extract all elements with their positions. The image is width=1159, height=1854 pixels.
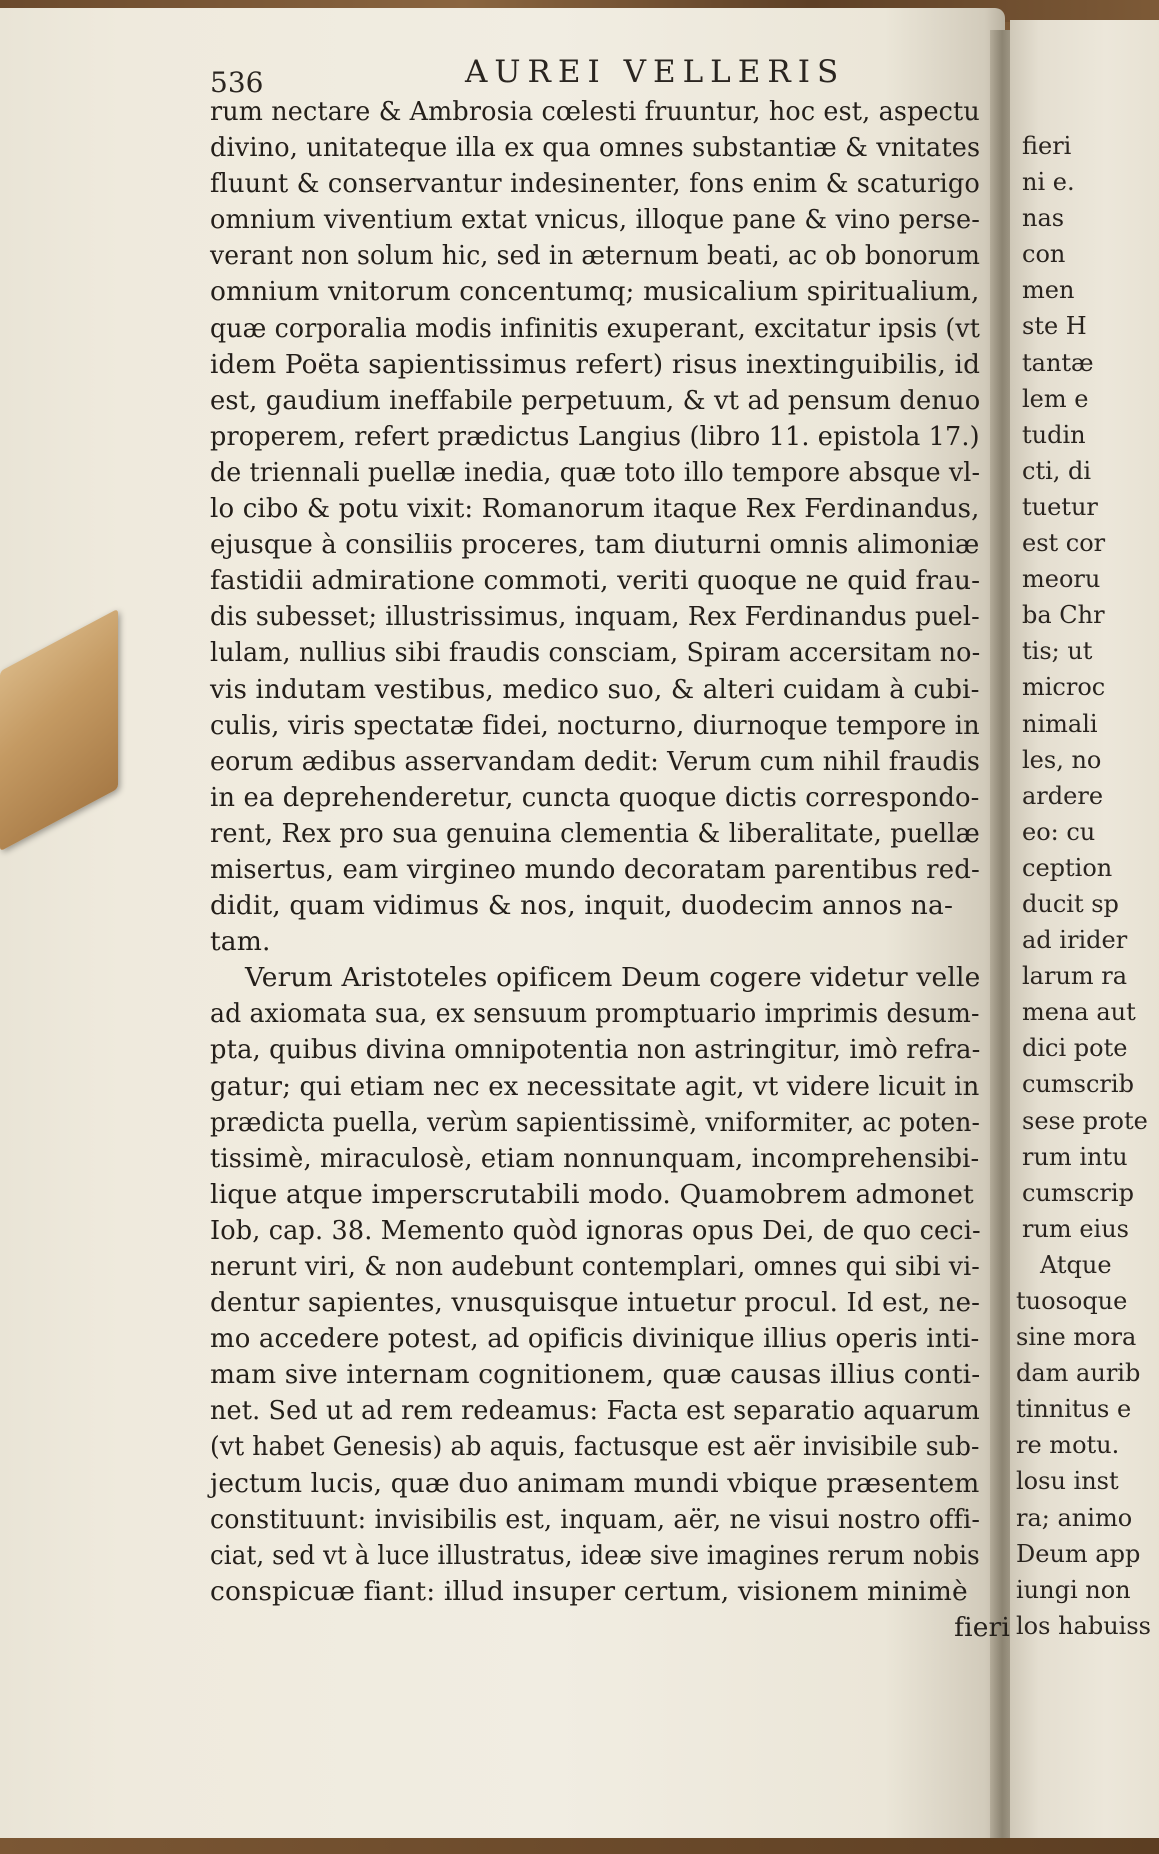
text-line: vis indutam vestibus, medico suo, & alteri cuidam à cubi-: [210, 673, 980, 705]
text-line: prædicta puella, verùm sapientissimè, vniformiter, ac poten-: [210, 1106, 981, 1138]
text-line: properem, refert prædictus Langius (libro 11. epistola 17.): [210, 420, 980, 452]
right-page-line: dam aurib: [1016, 1359, 1141, 1388]
text-line: lulam, nullius sibi fraudis consciam, Spiram accersitam no-: [210, 637, 981, 669]
right-page-line: men: [1022, 276, 1075, 305]
right-page-line: nas: [1022, 204, 1065, 233]
text-line: rent, Rex pro sua genuina clementia & liberalitate, puellæ: [210, 817, 980, 849]
right-page-line: fieri: [1022, 132, 1072, 160]
text-line: in ea deprehenderetur, cuncta quoque dictis correspondo-: [210, 781, 980, 813]
text-line: conspicuæ fiant: illud insuper certum, visionem minimè: [210, 1575, 968, 1607]
right-page-line: tuetur: [1022, 492, 1098, 521]
text-line: ad axiomata sua, ex sensuum promptuario imprimis desum-: [210, 998, 980, 1030]
right-page-line: Atque: [1040, 1250, 1112, 1279]
right-page-line: cumscrib: [1022, 1070, 1134, 1099]
right-page-line: losu inst: [1016, 1467, 1119, 1496]
right-page-line: los habuiss: [1016, 1611, 1151, 1640]
text-line: culis, viris spectatæ fidei, nocturno, diurnoque tempore in: [210, 709, 980, 741]
text-line: lique atque imperscrutabili modo. Quamobrem admonet: [210, 1178, 974, 1210]
right-page-line: re motu.: [1016, 1431, 1120, 1460]
right-page-line: ception: [1022, 853, 1113, 882]
text-line: pta, quibus divina omnipotentia non astringitur, imò refra-: [210, 1034, 981, 1066]
text-line: tam.: [210, 926, 271, 958]
text-line: jectum lucis, quæ duo animam mundi vbique præsentem: [210, 1467, 980, 1499]
right-page-line: ad irider: [1022, 926, 1128, 955]
right-page-line: meoru: [1022, 565, 1101, 594]
right-page-line: ni e.: [1022, 168, 1075, 197]
text-line: didit, quam vidimus & nos, inquit, duodecim annos na-: [210, 890, 954, 922]
right-page-line: est cor: [1022, 529, 1106, 558]
text-line: ejusque à consiliis proceres, tam diuturni omnis alimoniæ: [210, 529, 980, 561]
page-number: 536: [210, 66, 264, 99]
right-page-line: con: [1022, 240, 1066, 269]
right-page-line: tinnitus e: [1016, 1395, 1132, 1424]
text-line: lo cibo & potu vixit: Romanorum itaque Rex Ferdinandus,: [210, 493, 980, 525]
right-page-line: sine mora: [1016, 1323, 1137, 1352]
right-page-line: cti, di: [1022, 456, 1092, 485]
catchword: fieri: [954, 1611, 1010, 1643]
right-page-line: Deum app: [1016, 1539, 1141, 1568]
text-line: quæ corporalia modis infinitis exuperant, excitatur ipsis (vt: [210, 312, 980, 344]
right-page-line: iungi non: [1016, 1575, 1131, 1604]
right-page-line: les, no: [1022, 745, 1102, 774]
text-line: idem Poëta sapientissimus refert) risus inextinguibilis, id: [210, 348, 981, 380]
text-line: Iob, cap. 38. Memento quòd ignoras opus Dei, de quo ceci-: [210, 1214, 981, 1246]
text-line: mo accedere potest, ad opificis divinique illius operis inti-: [210, 1323, 980, 1355]
text-line: fluunt & conservantur indesinenter, fons enim & scaturigo: [210, 168, 980, 200]
right-page-line: tuosoque: [1016, 1287, 1128, 1315]
text-line: gatur; qui etiam nec ex necessitate agit, vt videre licuit in: [210, 1070, 980, 1102]
text-line: dentur sapientes, vnusquisque intuetur procul. Id est, ne-: [210, 1287, 981, 1319]
right-page-line: tudin: [1022, 420, 1086, 449]
text-line: (vt habet Genesis) ab aquis, factusque est aër invisibile sub-: [210, 1431, 980, 1463]
text-line: fastidii admiratione commoti, veriti quoque ne quid frau-: [210, 565, 981, 597]
text-line: mam sive internam cognitionem, quæ causas illius conti-: [210, 1359, 981, 1391]
left-page-text: [210, 94, 1010, 1646]
text-line: tissimè, miraculosè, etiam nonnunquam, incomprehensibi-: [210, 1142, 980, 1174]
right-page-line: eo: cu: [1022, 817, 1096, 846]
text-line: dis subesset; illustrissimus, inquam, Rex Ferdinandus puel-: [210, 601, 980, 633]
text-line: net. Sed ut ad rem redeamus: Facta est separatio aquarum: [210, 1395, 980, 1427]
right-page-line: ba Chr: [1022, 601, 1105, 630]
right-page-line: microc: [1022, 673, 1106, 702]
right-page-line: sese prote: [1022, 1106, 1148, 1135]
running-head: [210, 52, 1010, 98]
right-page-line: nimali: [1022, 709, 1098, 738]
text-line: constituunt: invisibilis est, inquam, aër, ne visui nostro offi-: [210, 1503, 981, 1535]
text-line: omnium viventium extat vnicus, illoque pane & vino perse-: [210, 204, 981, 236]
right-page-line: larum ra: [1022, 962, 1128, 991]
text-line: omnium vnitorum concentumq; musicalium spiritualium,: [210, 276, 980, 308]
right-page-line: ardere: [1022, 781, 1104, 810]
right-page-line: tis; ut: [1022, 637, 1093, 666]
right-page-line: cumscrip: [1022, 1178, 1134, 1207]
right-page-line: ducit sp: [1022, 889, 1119, 918]
text-line: est, gaudium ineffabile perpetuum, & vt ad pensum denuo: [210, 384, 981, 416]
right-page: [1010, 20, 1159, 1854]
right-page-line: lem e: [1022, 384, 1089, 413]
running-title: AUREI VELLERIS: [465, 54, 846, 90]
right-page-line: ste H: [1022, 312, 1087, 341]
text-line: divino, unitateque illa ex qua omnes substantiæ & vnitates: [210, 132, 981, 164]
wooden-surface-bottom: [0, 1838, 1159, 1854]
right-page-line: rum eius: [1022, 1214, 1129, 1243]
right-page-line: rum intu: [1022, 1142, 1128, 1171]
text-line: verant non solum hic, sed in æternum beati, ac ob bonorum: [210, 240, 981, 272]
text-line: nerunt viri, & non audebunt contemplari, omnes qui sibi vi-: [210, 1251, 980, 1282]
right-page-text: [1010, 128, 1159, 1644]
text-line: de triennali puellæ inedia, quæ toto illo tempore absque vl-: [210, 456, 981, 488]
right-page-line: dici pote: [1022, 1034, 1128, 1063]
text-line: Verum Aristoteles opificem Deum cogere videtur velle: [244, 962, 981, 994]
text-line: rum nectare & Ambrosia cœlesti fruuntur, hoc est, aspectu: [210, 96, 980, 127]
right-page-line: mena aut: [1022, 998, 1136, 1027]
text-line: eorum ædibus asservandam dedit: Verum cum nihil fraudis: [210, 745, 981, 777]
text-line: ciat, sed vt à luce illustratus, ideæ sive imagines rerum nobis: [210, 1539, 980, 1571]
right-page-line: ra; animo: [1016, 1503, 1133, 1532]
text-line: misertus, eam virgineo mundo decoratam parentibus red-: [210, 853, 980, 885]
right-page-line: tantæ: [1022, 348, 1094, 377]
